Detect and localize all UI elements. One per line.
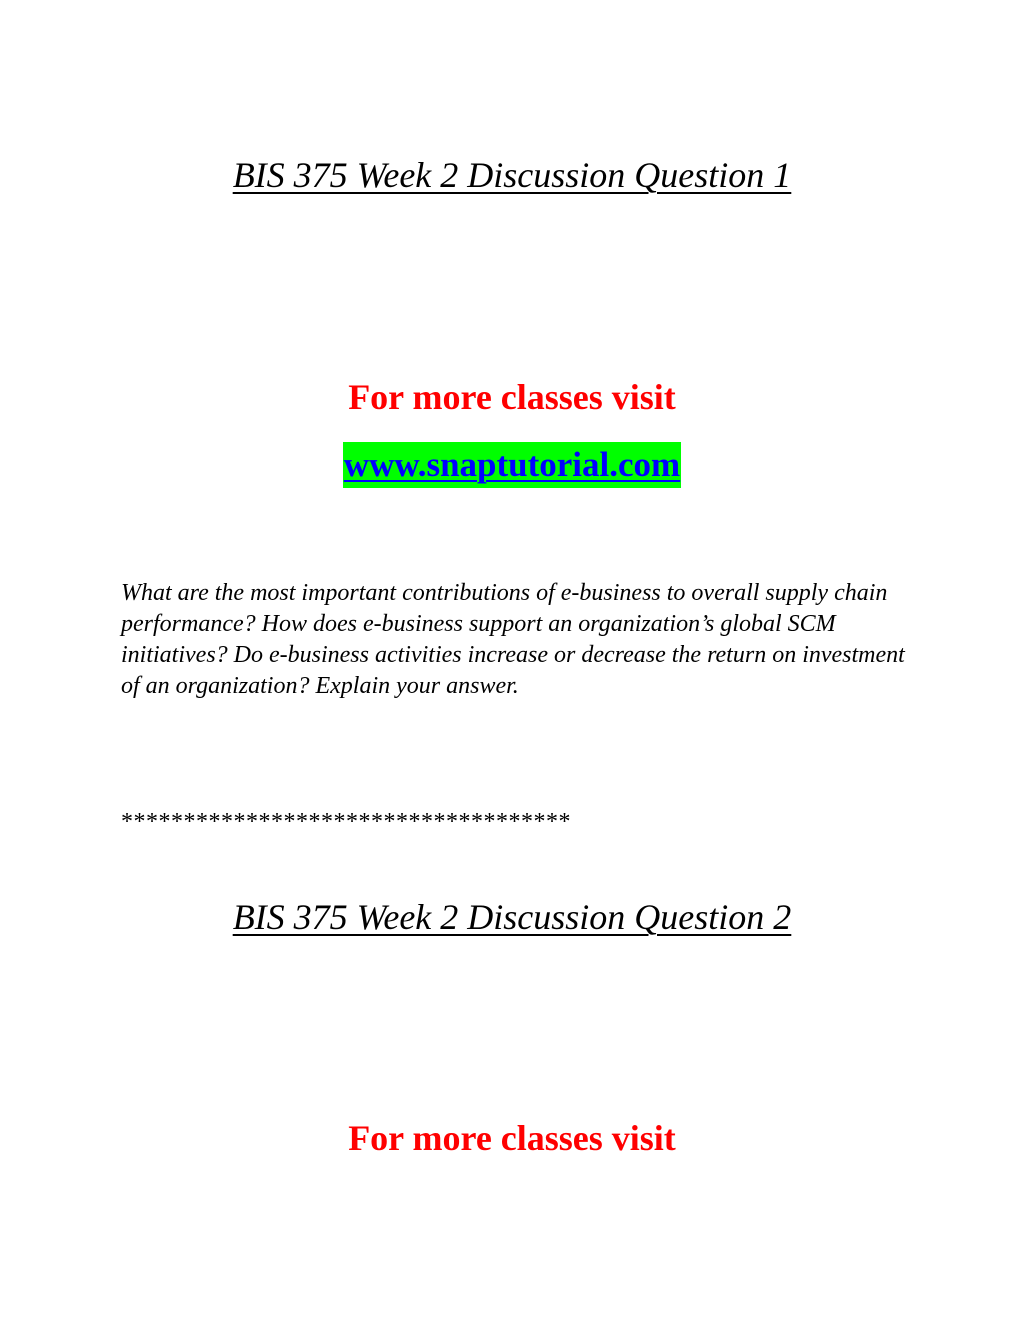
snaptutorial-link[interactable]: www.snaptutorial.com (343, 442, 681, 488)
section-1-promo-text: For more classes visit (348, 377, 676, 417)
section-2-promo-text: For more classes visit (348, 1118, 676, 1158)
section-1-link-container (0, 442, 1024, 488)
section-1-heading: BIS 375 Week 2 Discussion Question 1 (232, 155, 792, 195)
separator-stars: ************************************ (121, 809, 571, 835)
section-1-question-text: What are the most important contributions of e-business to overall supply chain performance? How does e-business support an organization’s global SCM initiatives? Do e-business activities increase or decrease the return on investment of an organization? Explain your answer. (121, 580, 905, 699)
section-2-heading: BIS 375 Week 2 Discussion Question 2 (232, 897, 792, 937)
